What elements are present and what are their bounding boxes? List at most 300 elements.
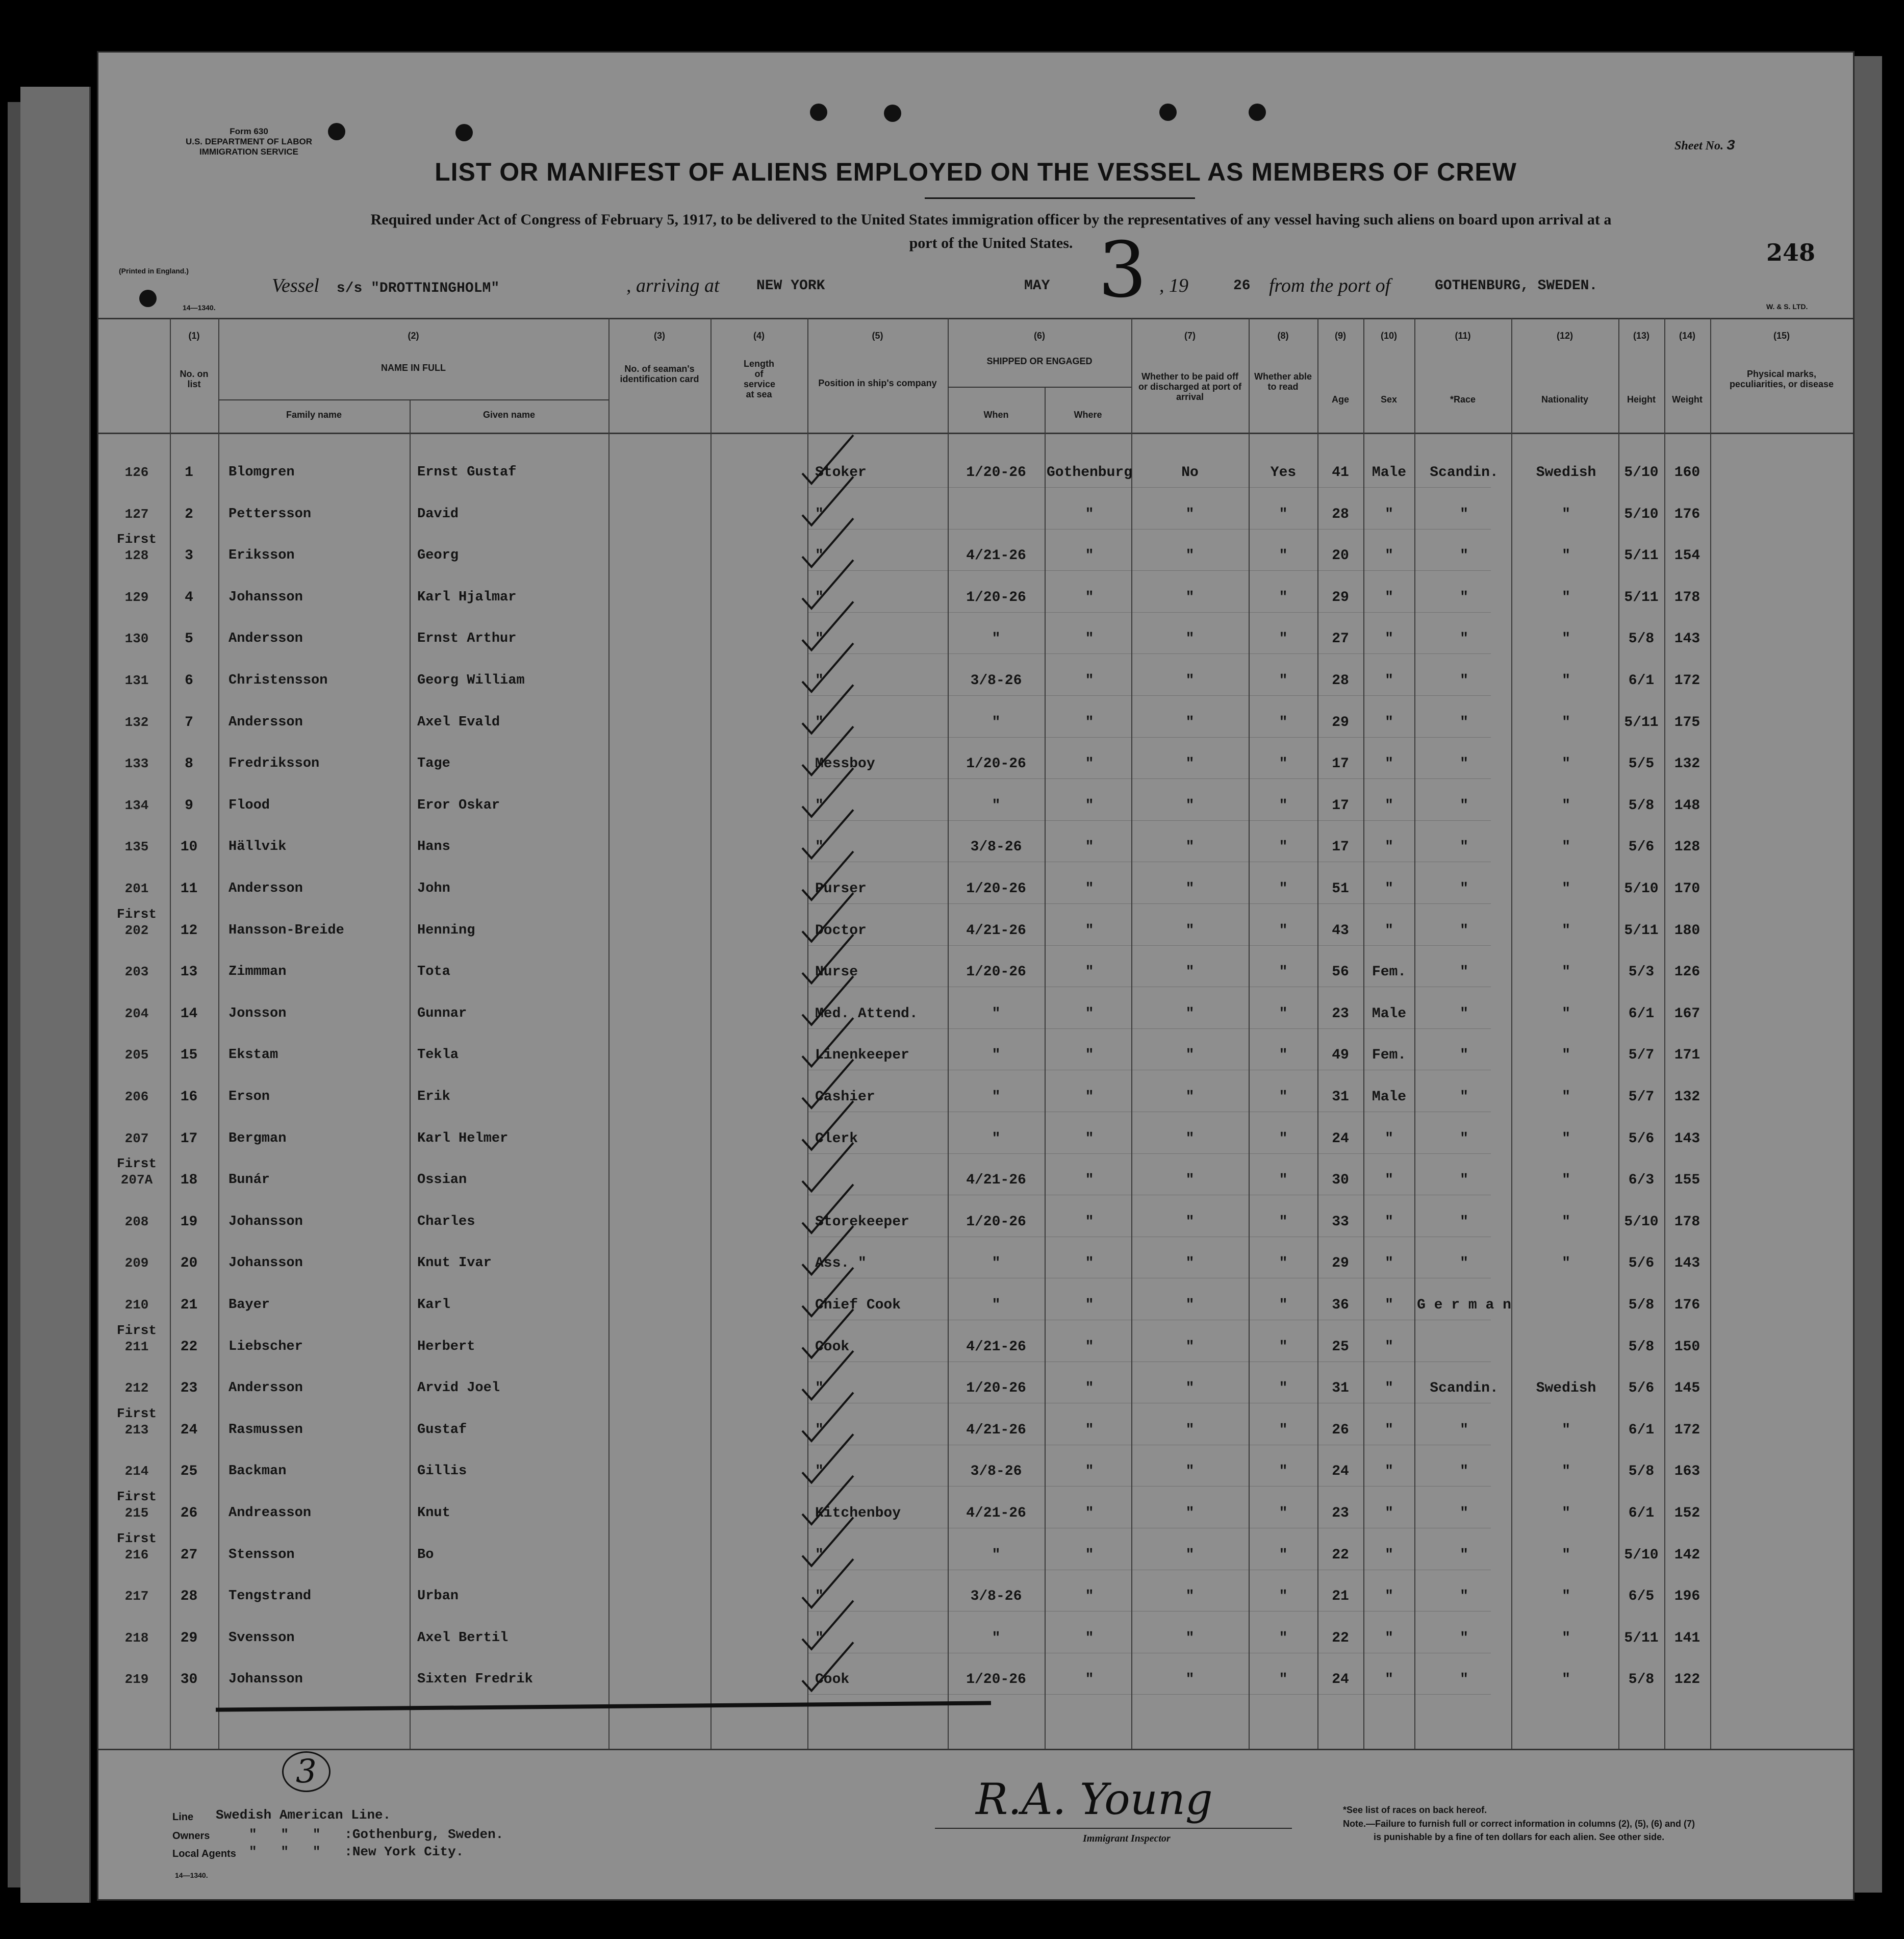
cell-read: " (1279, 1505, 1288, 1521)
vessel-name: s/s "DROTTNINGHOLM" (336, 281, 500, 296)
cell-race: " (1460, 1630, 1468, 1646)
cell-ref: 218 (124, 1630, 149, 1646)
cell-given: Gustaf (417, 1422, 467, 1438)
vessel-label: Vessel (272, 275, 319, 296)
cell-when: " (992, 1089, 1001, 1105)
cell-pos: " (815, 506, 824, 522)
cell-family: Liebscher (229, 1339, 303, 1354)
cell-race: " (1460, 1422, 1468, 1438)
cell-ref: 201 (124, 881, 149, 896)
cell-where: " (1085, 1214, 1094, 1230)
col5-number: (5) (872, 331, 883, 341)
cell-pos: " (815, 714, 824, 731)
cell-h: 5/6 (1628, 1130, 1655, 1147)
subtitle-line-1: Required under Act of Congress of February 5, 1917, to be delivered to the United States immigration officer by the representatives of any vessel having such aliens on board upon arrival at a (370, 211, 1612, 228)
cell-w: 175 (1674, 714, 1700, 731)
cell-nat: " (1562, 1005, 1570, 1022)
cell-when: 1/20-26 (966, 756, 1026, 772)
cell-sex: " (1385, 922, 1393, 939)
cell-family: Rasmussen (229, 1422, 303, 1438)
cell-family: Christensson (229, 673, 328, 688)
check-mark (802, 435, 853, 484)
check-mark (802, 1434, 853, 1482)
cell-ref: 130 (124, 631, 149, 647)
cell-family: Pettersson (229, 506, 312, 522)
cell-h: 5/11 (1624, 714, 1659, 731)
check-mark (802, 726, 853, 775)
arriving-label: , arriving at (626, 275, 720, 296)
cell-paid: " (1185, 881, 1195, 897)
cell-family: Andersson (229, 714, 303, 730)
cell-h: 5/7 (1628, 1089, 1655, 1105)
cell-pos: Med. Attend. (815, 1005, 918, 1022)
cell-family: Hällvik (229, 839, 287, 855)
cell-when: " (992, 1130, 1001, 1147)
cell-read: " (1279, 881, 1288, 897)
cell-paid: " (1185, 1380, 1195, 1397)
cell-sex: " (1385, 1505, 1393, 1521)
cell-when: 3/8-26 (970, 673, 1022, 689)
cell-h: 5/10 (1624, 465, 1659, 481)
cell-race: " (1460, 1172, 1468, 1189)
cell-when: 4/21-26 (966, 1339, 1026, 1355)
cell-where: " (1085, 506, 1094, 522)
cell-race: " (1460, 1589, 1468, 1605)
cell-paid: " (1185, 1505, 1195, 1521)
cell-where: " (1085, 964, 1094, 980)
cell-race: " (1460, 1464, 1468, 1480)
cell-pos: Doctor (815, 922, 867, 939)
cell-race: " (1460, 1505, 1468, 1521)
cell-read: " (1279, 1589, 1288, 1605)
cell-nat: " (1562, 1255, 1570, 1272)
check-mark (802, 810, 853, 858)
cell-read: " (1279, 1255, 1288, 1272)
cell-race: " (1460, 1047, 1468, 1064)
cell-nat: Swedish (1536, 465, 1596, 481)
cell-sex: " (1385, 797, 1393, 814)
cell-no: 14 (180, 1005, 198, 1022)
cell-race: " (1460, 1547, 1468, 1563)
cell-age: 33 (1332, 1214, 1349, 1230)
cell-no: 9 (185, 797, 193, 814)
cell-no: 17 (180, 1130, 198, 1147)
cell-no: 6 (185, 673, 193, 689)
cell-ref: 203 (124, 964, 149, 980)
cell-read: " (1279, 1047, 1288, 1064)
cell-nat: " (1562, 964, 1570, 980)
cell-paid: " (1185, 1339, 1195, 1355)
cell-first-class-note: First (116, 1405, 157, 1421)
col15-number: (15) (1773, 331, 1790, 341)
cell-sex: " (1385, 1630, 1393, 1646)
race-note: *See list of races on back hereof. (1343, 1805, 1487, 1815)
check-mark (802, 1060, 853, 1108)
cell-h: 6/1 (1628, 1005, 1655, 1022)
col13-header: Height (1627, 394, 1656, 405)
cell-paid: " (1185, 1130, 1195, 1147)
check-mark (802, 976, 853, 1025)
cell-h: 5/6 (1628, 1255, 1655, 1272)
cell-age: 31 (1332, 1380, 1349, 1397)
cell-h: 6/1 (1628, 1505, 1655, 1521)
cell-family: Andreasson (229, 1505, 312, 1521)
cell-read: " (1279, 1630, 1288, 1646)
cell-nat: " (1562, 1214, 1570, 1230)
cell-sex: " (1385, 1255, 1393, 1272)
cell-sex: " (1385, 1672, 1393, 1688)
cell-given: Ernst Gustaf (417, 465, 517, 480)
cell-nat: " (1562, 589, 1570, 606)
cell-when: " (992, 1630, 1001, 1646)
col14-number: (14) (1679, 331, 1695, 341)
cell-sex: Fem. (1372, 964, 1407, 980)
cell-paid: " (1185, 673, 1195, 689)
cell-no: 5 (185, 631, 193, 647)
cell-h: 5/3 (1628, 964, 1655, 980)
cell-when: 1/20-26 (966, 964, 1026, 980)
check-mark (802, 1351, 853, 1399)
check-mark (802, 1642, 853, 1691)
check-mark (802, 601, 853, 650)
cell-w: 126 (1674, 964, 1700, 980)
cell-given: Erik (417, 1089, 450, 1104)
cell-when: 1/20-26 (966, 465, 1026, 481)
cell-paid: " (1185, 589, 1195, 606)
cell-nat: " (1562, 673, 1570, 689)
right-page-edge (1854, 56, 1882, 1893)
cell-pos: Messboy (815, 756, 875, 772)
cell-given: Knut (417, 1505, 450, 1521)
cell-given: Karl (417, 1297, 450, 1313)
col2-number: (2) (408, 331, 419, 341)
cell-pos: Cook (815, 1339, 850, 1355)
cell-when: " (992, 1255, 1001, 1272)
cell-sex: " (1385, 1214, 1393, 1230)
page-number: 248 (1766, 239, 1816, 266)
cell-sex: " (1385, 673, 1393, 689)
inspector-label: Immigrant Inspector (1083, 1833, 1171, 1844)
cell-h: 5/11 (1624, 548, 1659, 564)
cell-ref: 129 (124, 589, 149, 605)
cell-nat: " (1562, 922, 1570, 939)
cell-w: 176 (1674, 1297, 1700, 1313)
cell-no: 23 (180, 1380, 198, 1397)
cell-when: 4/21-26 (966, 1172, 1026, 1189)
form-code: 14—1340. (183, 304, 216, 312)
arrival-month: MAY (1024, 278, 1050, 294)
from-label: from the port of (1269, 275, 1391, 296)
cell-ref: 132 (124, 714, 149, 730)
inspector-signature: R.A. Young (976, 1774, 1213, 1824)
cell-age: 36 (1332, 1297, 1349, 1313)
cell-pos: " (815, 1464, 824, 1480)
cell-nat: " (1562, 797, 1570, 814)
cell-read: " (1279, 1297, 1288, 1313)
cell-paid: " (1185, 1255, 1195, 1272)
cell-pos: Ass. " (815, 1255, 867, 1272)
cell-ref: 219 (124, 1672, 149, 1688)
col8-number: (8) (1277, 331, 1289, 341)
cell-nat: " (1562, 1130, 1570, 1147)
cell-family: Bunár (229, 1172, 270, 1188)
cell-age: 43 (1332, 922, 1349, 939)
cell-w: 143 (1674, 631, 1700, 647)
year-prefix: , 19 (1159, 275, 1188, 296)
cell-ref: 202 (124, 922, 149, 938)
cell-nat: " (1562, 756, 1570, 772)
cell-when: 1/20-26 (966, 589, 1026, 606)
cell-paid: " (1185, 548, 1195, 564)
cell-h: 5/8 (1628, 1672, 1655, 1688)
cell-paid: " (1185, 1047, 1195, 1064)
cell-where: " (1085, 839, 1094, 855)
cell-when: " (992, 1547, 1001, 1563)
cell-family: Ekstam (229, 1047, 278, 1063)
cell-h: 6/1 (1628, 673, 1655, 689)
cell-w: 160 (1674, 465, 1700, 481)
cell-read: " (1279, 714, 1288, 731)
inspector-check-marks (98, 53, 1853, 1899)
cell-age: 49 (1332, 1047, 1349, 1064)
cell-paid: " (1185, 1214, 1195, 1230)
cell-ref: 128 (124, 548, 149, 564)
cell-nat: " (1562, 1505, 1570, 1521)
col5-header: Position in ship's company (818, 378, 937, 388)
check-mark (802, 1559, 853, 1607)
cell-nat: " (1562, 714, 1570, 731)
cell-no: 2 (185, 506, 193, 522)
cell-where: Gothenburg (1046, 465, 1133, 481)
cell-when: " (992, 1047, 1001, 1064)
cell-ref: 207A (120, 1172, 153, 1188)
cell-ref: 212 (124, 1380, 149, 1396)
check-mark (802, 1601, 853, 1649)
check-mark (802, 1018, 853, 1066)
cell-w: 148 (1674, 797, 1700, 814)
cell-given: Sixten Fredrik (417, 1672, 533, 1688)
cell-age: 29 (1332, 589, 1349, 606)
cell-race: " (1460, 756, 1468, 772)
cell-race: " (1460, 1089, 1468, 1105)
cell-given: Ernst Arthur (417, 631, 517, 647)
cell-paid: " (1185, 1464, 1195, 1480)
cell-no: 21 (180, 1297, 198, 1313)
check-mark (802, 851, 853, 900)
cell-when: 3/8-26 (970, 1464, 1022, 1480)
cell-where: " (1085, 548, 1094, 564)
col10-number: (10) (1380, 331, 1397, 341)
cell-paid: " (1185, 1630, 1195, 1646)
cell-age: 26 (1332, 1422, 1349, 1438)
cell-family: Andersson (229, 1380, 303, 1396)
cell-family: Svensson (229, 1630, 295, 1646)
cell-w: 163 (1674, 1464, 1700, 1480)
cell-when: 4/21-26 (966, 548, 1026, 564)
cell-sex: " (1385, 1464, 1393, 1480)
cell-paid: " (1185, 1422, 1195, 1438)
subtitle-line-2: port of the United States. (909, 235, 1073, 251)
cell-where: " (1085, 756, 1094, 772)
cell-sex: " (1385, 1130, 1393, 1147)
cell-no: 28 (180, 1589, 198, 1605)
col9-number: (9) (1335, 331, 1346, 341)
cell-age: 56 (1332, 964, 1349, 980)
col6b-header: Where (1074, 410, 1102, 420)
cell-age: 23 (1332, 1005, 1349, 1022)
agents-label: Local Agents (172, 1848, 236, 1859)
cell-w: 178 (1674, 589, 1700, 606)
cell-race: " (1460, 506, 1468, 522)
cell-given: Charles (417, 1214, 475, 1229)
cell-h: 5/11 (1624, 922, 1659, 939)
cell-age: 17 (1332, 797, 1349, 814)
cell-w: 132 (1674, 756, 1700, 772)
cell-no: 13 (180, 964, 198, 980)
cell-read: " (1279, 1130, 1288, 1147)
cell-race: " (1460, 839, 1468, 855)
sheet-value: 3 (1727, 138, 1735, 154)
cell-pos: " (815, 548, 824, 564)
cell-age: 25 (1332, 1339, 1349, 1355)
cell-h: 6/3 (1628, 1172, 1655, 1189)
cell-no: 16 (180, 1089, 198, 1105)
cell-given: Urban (417, 1589, 459, 1604)
cell-given: Eror Oskar (417, 797, 500, 813)
cell-race: " (1460, 589, 1468, 606)
cell-race: " (1460, 1130, 1468, 1147)
cell-h: 5/10 (1624, 506, 1659, 522)
cell-pos: " (815, 1589, 824, 1605)
col1-number: (1) (188, 331, 200, 341)
cell-where: " (1085, 1505, 1094, 1521)
cell-family: Stensson (229, 1547, 295, 1563)
cell-no: 7 (185, 714, 193, 731)
col6a-header: When (983, 410, 1009, 420)
cell-paid: " (1185, 839, 1195, 855)
col8-header: Whether able to read (1254, 371, 1312, 392)
cell-paid: " (1185, 1005, 1195, 1022)
cell-paid: " (1185, 506, 1195, 522)
cell-when: 1/20-26 (966, 1380, 1026, 1397)
cell-ref: 214 (124, 1464, 149, 1479)
cell-age: 29 (1332, 714, 1349, 731)
cell-no: 19 (180, 1214, 198, 1230)
cell-sex: Male (1372, 1005, 1407, 1022)
col2-header: NAME IN FULL (381, 363, 446, 373)
cell-first-class-note: First (116, 1530, 157, 1546)
cell-ref: 127 (124, 506, 149, 522)
cell-given: Tekla (417, 1047, 459, 1063)
cell-age: 24 (1332, 1130, 1349, 1147)
cell-family: Flood (229, 797, 270, 813)
cell-when: 4/21-26 (966, 1505, 1026, 1521)
cell-nat: " (1562, 548, 1570, 564)
cell-age: 17 (1332, 756, 1349, 772)
cell-where: " (1085, 1464, 1094, 1480)
col14-header: Weight (1672, 394, 1703, 405)
circled-number-text: 3 (282, 1751, 331, 1792)
cell-ref: 205 (124, 1047, 149, 1063)
cell-sex: " (1385, 1297, 1393, 1313)
cell-ref: 135 (124, 839, 149, 855)
cell-w: 172 (1674, 673, 1700, 689)
cell-race: " (1460, 673, 1468, 689)
cell-read: " (1279, 673, 1288, 689)
cell-family: Johansson (229, 1255, 303, 1271)
cell-w: 143 (1674, 1130, 1700, 1147)
form-number: Form 630 (230, 127, 268, 136)
cell-sex: " (1385, 1172, 1393, 1189)
check-mark (802, 1518, 853, 1566)
cell-pos: " (815, 797, 824, 814)
cell-sex: " (1385, 1547, 1393, 1563)
check-mark (802, 1476, 853, 1524)
cell-read: " (1279, 1005, 1288, 1022)
cell-family: Backman (229, 1464, 287, 1479)
check-mark (802, 1268, 853, 1316)
cell-h: 6/1 (1628, 1422, 1655, 1438)
cell-w: 167 (1674, 1005, 1700, 1022)
cell-sex: " (1385, 839, 1393, 855)
col10-header: Sex (1380, 394, 1398, 405)
cell-given: Henning (417, 922, 475, 938)
cell-when: " (992, 1297, 1001, 1313)
cell-ref: 213 (124, 1422, 149, 1438)
cell-read: " (1279, 1089, 1288, 1105)
cell-ref: 206 (124, 1089, 149, 1104)
cell-no: 20 (180, 1255, 198, 1272)
cell-where: " (1085, 1589, 1094, 1605)
cell-family: Erson (229, 1089, 270, 1104)
cell-pos: Stoker (815, 465, 867, 481)
cell-race: " (1460, 922, 1468, 939)
cell-age: 29 (1332, 1255, 1349, 1272)
cell-where: " (1085, 1047, 1094, 1064)
cell-race: " (1460, 1214, 1468, 1230)
cell-read: " (1279, 756, 1288, 772)
cell-sex: " (1385, 756, 1393, 772)
cell-read: " (1279, 1547, 1288, 1563)
cell-family: Hansson-Breide (229, 922, 344, 938)
cell-h: 5/11 (1624, 1630, 1659, 1646)
cell-read: " (1279, 797, 1288, 814)
cell-first-class-note: First (116, 1322, 157, 1338)
cell-sex: Male (1372, 465, 1407, 481)
page-title: LIST OR MANIFEST OF ALIENS EMPLOYED ON THE VESSEL AS MEMBERS OF CREW (435, 158, 1517, 186)
col11-number: (11) (1455, 331, 1471, 341)
cell-no: 10 (180, 839, 198, 855)
cell-family: Bayer (229, 1297, 270, 1313)
cell-nat: Swedish (1536, 1380, 1596, 1397)
year-value: 26 (1233, 278, 1251, 294)
cell-race: " (1460, 631, 1468, 647)
cell-where: " (1085, 589, 1094, 606)
check-mark (802, 935, 853, 983)
department: U.S. DEPARTMENT OF LABOR (185, 137, 313, 146)
cell-age: 22 (1332, 1547, 1349, 1563)
arrival-day: 3 (1098, 226, 1147, 315)
cell-pos: " (815, 1380, 824, 1397)
cell-race: " (1460, 797, 1468, 814)
cell-w: 155 (1674, 1172, 1700, 1189)
cell-when: 1/20-26 (966, 1672, 1026, 1688)
from-port: GOTHENBURG, SWEDEN. (1435, 278, 1598, 294)
cell-ref: 207 (124, 1130, 149, 1146)
penalty-note-1: Note.—Failure to furnish full or correct information in columns (2), (5), (6) and (7) (1343, 1819, 1695, 1829)
cell-ref: 208 (124, 1214, 149, 1229)
cell-sex: " (1385, 589, 1393, 606)
